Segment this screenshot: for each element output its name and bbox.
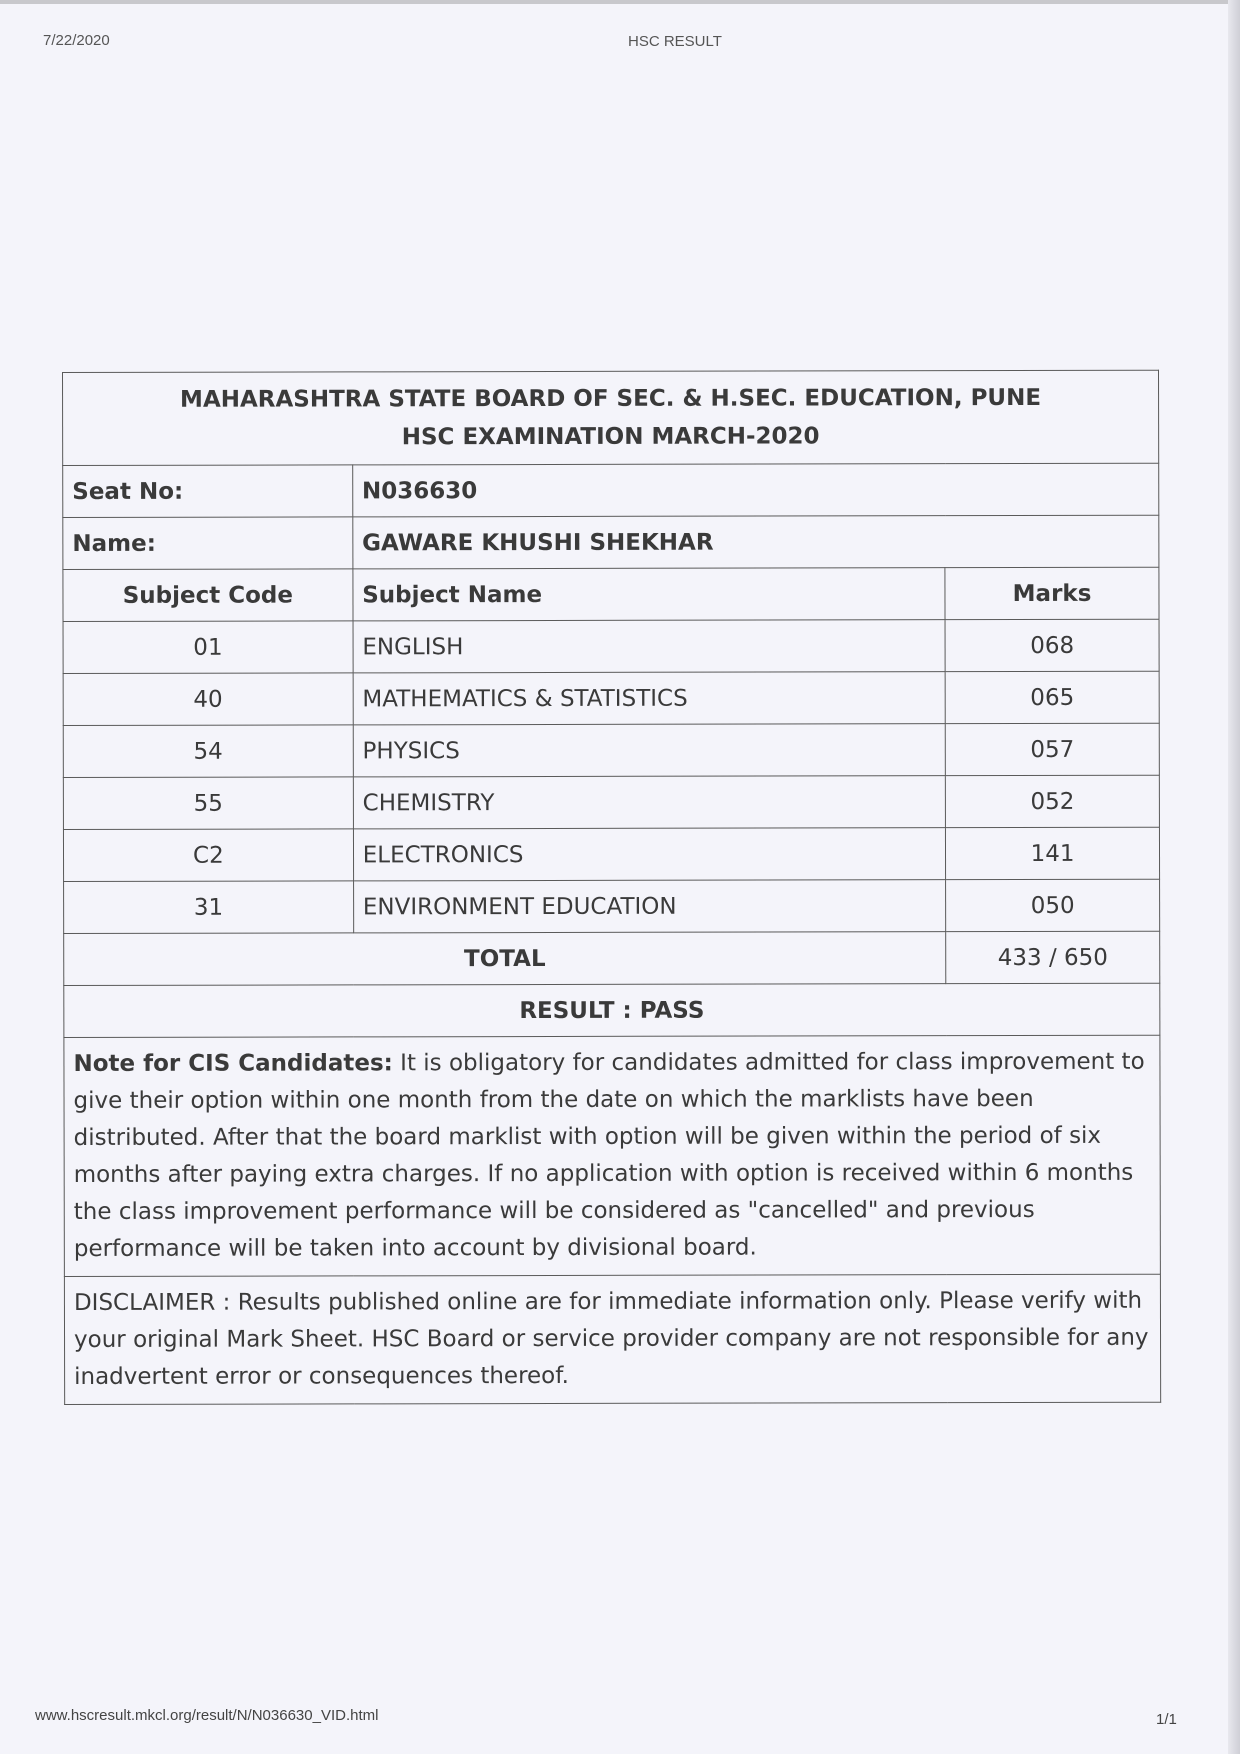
- table-row: [63, 723, 1159, 777]
- exam-name: HSC EXAMINATION MARCH-2020: [401, 423, 820, 451]
- subject-marks: 141: [946, 827, 1160, 879]
- table-header-row: [63, 567, 1159, 621]
- table-row: [64, 879, 1160, 933]
- disclaimer: DISCLAIMER : Results published online are for immediate information only. Please verify with your original Mark Sheet. HSC Board or service provider company are not responsible for any inadvertent error or consequences thereof.: [64, 1274, 1160, 1404]
- name-label: Name:: [63, 517, 353, 570]
- subject-code: 01: [63, 621, 353, 674]
- subject-marks: 065: [945, 671, 1159, 723]
- print-url: www.hscresult.mkcl.org/result/N/N036630_VID.html: [35, 1707, 379, 1724]
- subject-code: 40: [63, 673, 353, 726]
- result-table: [62, 370, 1161, 1405]
- disclaimer-row: [64, 1274, 1160, 1404]
- note-heading: Note for CIS Candidates:: [73, 1050, 393, 1077]
- total-value: 433 / 650: [946, 931, 1160, 983]
- paper-right-edge: [1228, 0, 1240, 1754]
- subject-name: PHYSICS: [353, 724, 946, 777]
- subject-code: 54: [63, 725, 353, 778]
- subject-marks: 052: [945, 775, 1159, 827]
- table-row: [63, 775, 1159, 829]
- print-page-number: 1/1: [1156, 1711, 1177, 1728]
- subject-code: C2: [63, 829, 353, 882]
- note-text: It is obligatory for candidates admitted for class improvement to give their option within one month from the date on which the marklists have been distributed. After that the board marklist with option will be given within the period of six months after paying extra charges. If no application with option is received within 6 months the class improvement performance will be considered as "cancelled" and previous performance will be taken into account by divisional board.: [73, 1048, 1145, 1262]
- board-header-row: [63, 370, 1159, 465]
- result-status: RESULT : PASS: [64, 983, 1160, 1037]
- print-date: 7/22/2020: [43, 32, 110, 49]
- subject-marks: 050: [946, 879, 1160, 931]
- subject-name: ELECTRONICS: [353, 828, 946, 881]
- paper-top-edge: [0, 0, 1240, 4]
- table-row: [63, 827, 1159, 881]
- header-subject-code: Subject Code: [63, 569, 353, 622]
- table-row: [63, 671, 1159, 725]
- subject-name: ENGLISH: [353, 620, 946, 673]
- subject-code: 31: [64, 881, 354, 934]
- seat-number: N036630: [352, 463, 1158, 517]
- print-page-title: HSC RESULT: [628, 33, 722, 50]
- candidate-name: GAWARE KHUSHI SHEKHAR: [353, 515, 1159, 569]
- subject-name: MATHEMATICS & STATISTICS: [353, 672, 946, 725]
- board-name: MAHARASHTRA STATE BOARD OF SEC. & H.SEC. EDUCATION, PUNE: [180, 384, 1042, 413]
- note-row: [64, 1035, 1160, 1276]
- table-row: [63, 619, 1159, 673]
- seat-row: [63, 463, 1159, 517]
- seat-label: Seat No:: [63, 465, 353, 518]
- total-row: [64, 931, 1160, 985]
- subject-name: CHEMISTRY: [353, 776, 946, 829]
- header-marks: Marks: [945, 567, 1159, 619]
- name-row: [63, 515, 1159, 569]
- cis-note: [64, 1035, 1160, 1276]
- subject-name: ENVIRONMENT EDUCATION: [353, 880, 946, 933]
- subject-marks: 057: [945, 723, 1159, 775]
- board-header: [63, 370, 1159, 465]
- result-row: [64, 983, 1160, 1037]
- header-subject-name: Subject Name: [353, 568, 946, 621]
- subject-code: 55: [63, 777, 353, 830]
- subject-marks: 068: [945, 619, 1159, 671]
- total-label: TOTAL: [64, 932, 946, 986]
